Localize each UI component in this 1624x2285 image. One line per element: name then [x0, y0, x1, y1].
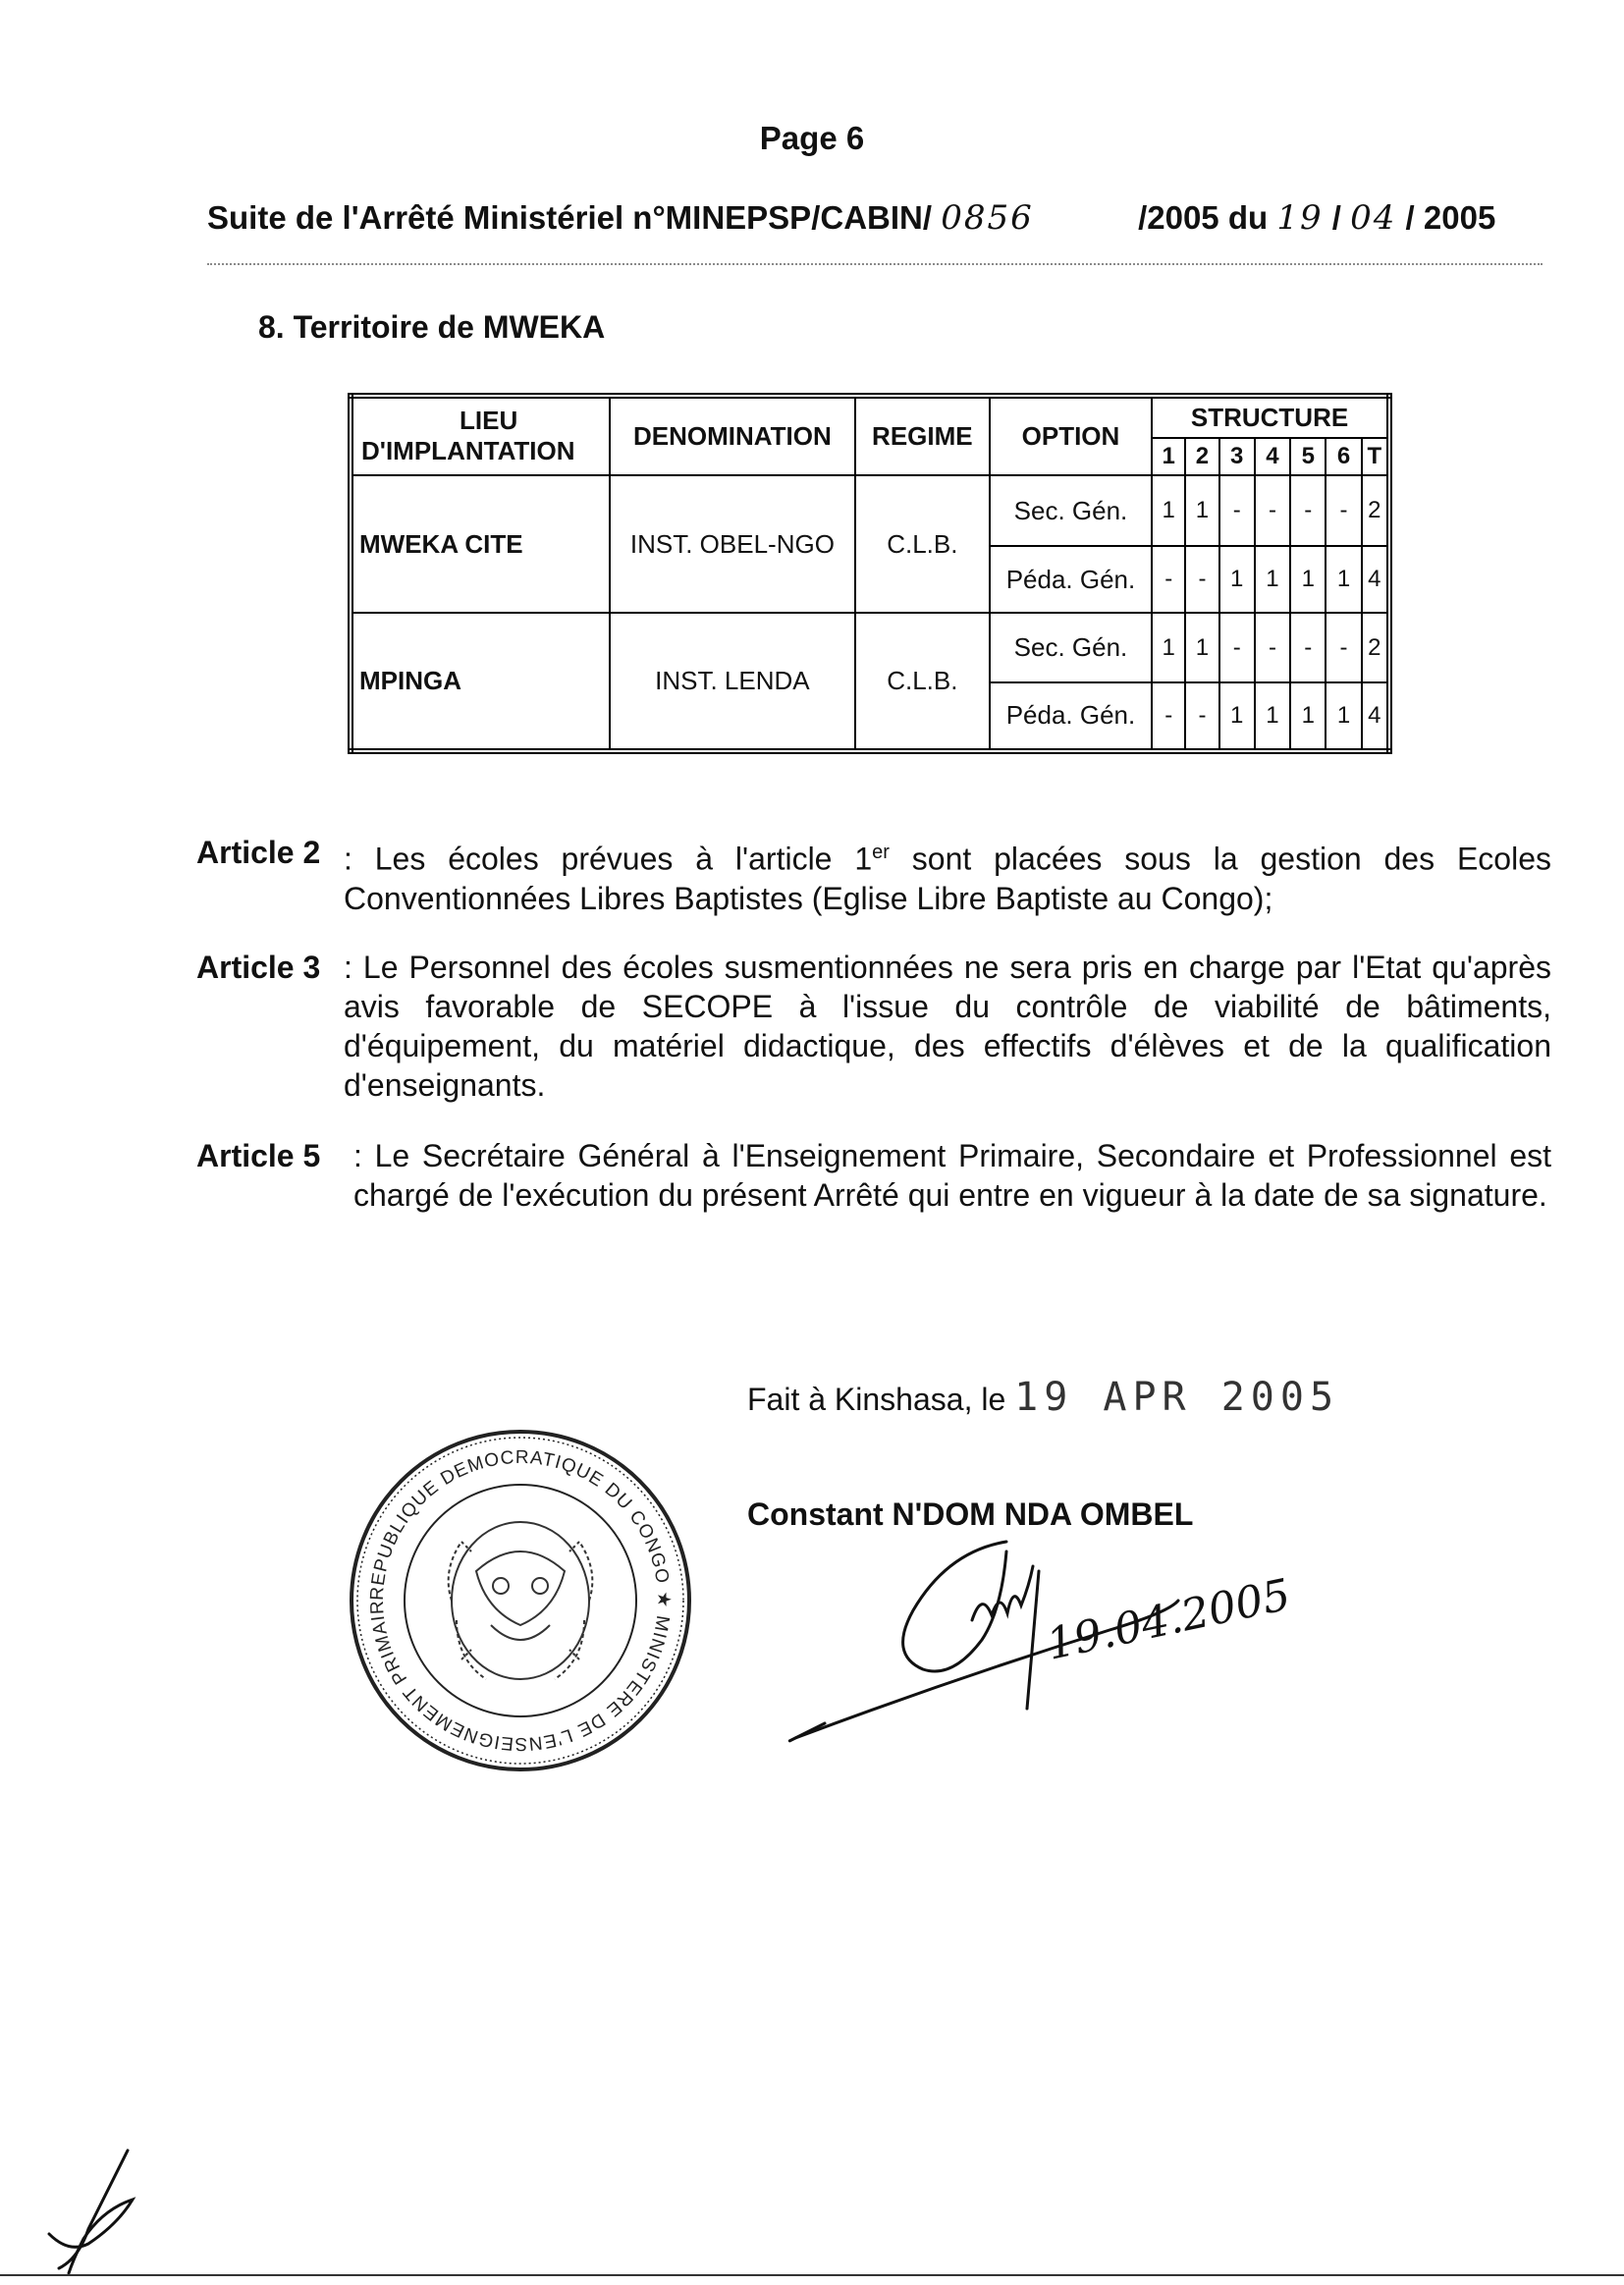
structure-value: - [1185, 682, 1218, 751]
col-header-regime: REGIME [855, 396, 990, 475]
structure-value: - [1185, 546, 1218, 613]
structure-total: 4 [1362, 546, 1389, 613]
structure-value: - [1326, 613, 1361, 681]
signature-date: 19.04.2005 [1042, 1569, 1286, 1670]
structure-value: 1 [1255, 682, 1290, 751]
decree-month-handwritten: 04 [1350, 198, 1397, 238]
page-number: Page 6 [759, 120, 865, 156]
date-separator: / [1331, 199, 1341, 236]
structure-value: - [1290, 613, 1326, 681]
article-text-part: sont placées sous la gestion des Ecoles Conventionnées Libres Baptistes (Eglise Libre Baptiste au Congo); [344, 841, 1552, 916]
structure-value: 1 [1219, 546, 1255, 613]
structure-value: - [1152, 682, 1185, 751]
option-cell: Péda. Gén. [990, 682, 1152, 751]
decree-reference [207, 198, 1495, 238]
handwritten-signature [776, 1512, 1286, 1768]
article-5 [196, 1136, 1551, 1215]
denomination-cell: INST. OBEL-NGO [610, 475, 855, 614]
structure-col-1: 1 [1152, 438, 1185, 475]
structure-value: 1 [1152, 475, 1185, 546]
article-text: : Le Secrétaire Général à l'Enseignement Primaire, Secondaire et Professionnel est chargé de l'exécution du présent Arrêté qui entre en vigueur à la date de sa signature. [353, 1138, 1551, 1213]
option-cell: Sec. Gén. [990, 613, 1152, 681]
article-label: Article 5 [196, 1138, 321, 1173]
table-row [351, 613, 1389, 681]
schools-table-wrapper [348, 393, 1392, 754]
lieu-cell: MPINGA [351, 613, 610, 751]
lieu-header-line1: LIEU [460, 406, 518, 436]
structure-value: - [1255, 475, 1290, 546]
option-cell: Sec. Gén. [990, 475, 1152, 546]
section-title: 8. Territoire de MWEKA [258, 309, 606, 345]
structure-value: 1 [1219, 682, 1255, 751]
decree-year-end: / 2005 [1405, 199, 1496, 236]
col-header-structure: STRUCTURE [1152, 396, 1389, 438]
schools-table [348, 393, 1392, 754]
regime-cell: C.L.B. [855, 613, 990, 751]
col-header-lieu [351, 396, 610, 475]
seal-ring-text: REPUBLIQUE DEMOCRATIQUE DU CONGO ★ MINISTERE DE L'ENSEIGNEMENT PRIMAIR [366, 1446, 675, 1755]
stamped-date: 19 APR 2005 [1014, 1375, 1340, 1420]
fait-label: Fait à Kinshasa, le [747, 1382, 1006, 1417]
structure-total: 2 [1362, 475, 1389, 546]
decree-day-handwritten: 19 [1276, 198, 1324, 238]
structure-col-2: 2 [1185, 438, 1218, 475]
structure-col-3: 3 [1219, 438, 1255, 475]
article-superscript: er [872, 842, 890, 863]
table-header-row [351, 396, 1389, 438]
structure-col-total: T [1362, 438, 1389, 475]
article-2 [196, 833, 1551, 918]
decree-prefix: Suite de l'Arrêté Ministériel n°MINEPSP/CABIN/ [207, 199, 933, 236]
page-bottom-border [0, 2274, 1624, 2276]
structure-value: - [1326, 475, 1361, 546]
structure-col-4: 4 [1255, 438, 1290, 475]
structure-value: - [1219, 475, 1255, 546]
lieu-cell: MWEKA CITE [351, 475, 610, 614]
structure-total: 4 [1362, 682, 1389, 751]
structure-value: 1 [1326, 546, 1361, 613]
article-label: Article 2 [196, 835, 321, 870]
place-date-line [747, 1375, 1339, 1420]
lieu-header-line2: D'IMPLANTATION [361, 436, 575, 466]
table-row [351, 475, 1389, 546]
structure-value: 1 [1290, 546, 1326, 613]
structure-value: 1 [1185, 613, 1218, 681]
signer-name: Constant N'DOM NDA OMBEL [747, 1496, 1194, 1532]
article-3 [196, 948, 1551, 1105]
structure-value: 1 [1326, 682, 1361, 751]
option-cell: Péda. Gén. [990, 546, 1152, 613]
official-seal [344, 1424, 697, 1777]
structure-col-5: 5 [1290, 438, 1326, 475]
decree-number-handwritten: 0856 [941, 198, 1034, 238]
structure-value: 1 [1255, 546, 1290, 613]
structure-value: 1 [1185, 475, 1218, 546]
article-text-part: : Les écoles prévues à l'article 1 [344, 841, 873, 877]
col-header-denomination: DENOMINATION [610, 396, 855, 475]
structure-total: 2 [1362, 613, 1389, 681]
structure-value: - [1290, 475, 1326, 546]
header-divider [207, 263, 1543, 265]
initials-paraph [29, 2141, 157, 2278]
denomination-cell: INST. LENDA [610, 613, 855, 751]
decree-year: /2005 du [1138, 199, 1269, 236]
structure-value: - [1152, 546, 1185, 613]
article-label: Article 3 [196, 950, 321, 985]
structure-col-6: 6 [1326, 438, 1361, 475]
structure-value: 1 [1290, 682, 1326, 751]
article-text [344, 833, 1551, 918]
regime-cell: C.L.B. [855, 475, 990, 614]
structure-value: - [1219, 613, 1255, 681]
structure-value: - [1255, 613, 1290, 681]
structure-value: 1 [1152, 613, 1185, 681]
article-text: : Le Personnel des écoles susmentionnées ne sera pris en charge par l'Etat qu'après avis favorable de SECOPE à l'issue du contrôle de viabilité de bâtiments, d'équipement, du matériel didactique, des effectifs d'élèves et de la qualification d'enseignants. [344, 950, 1551, 1103]
col-header-option: OPTION [990, 396, 1152, 475]
